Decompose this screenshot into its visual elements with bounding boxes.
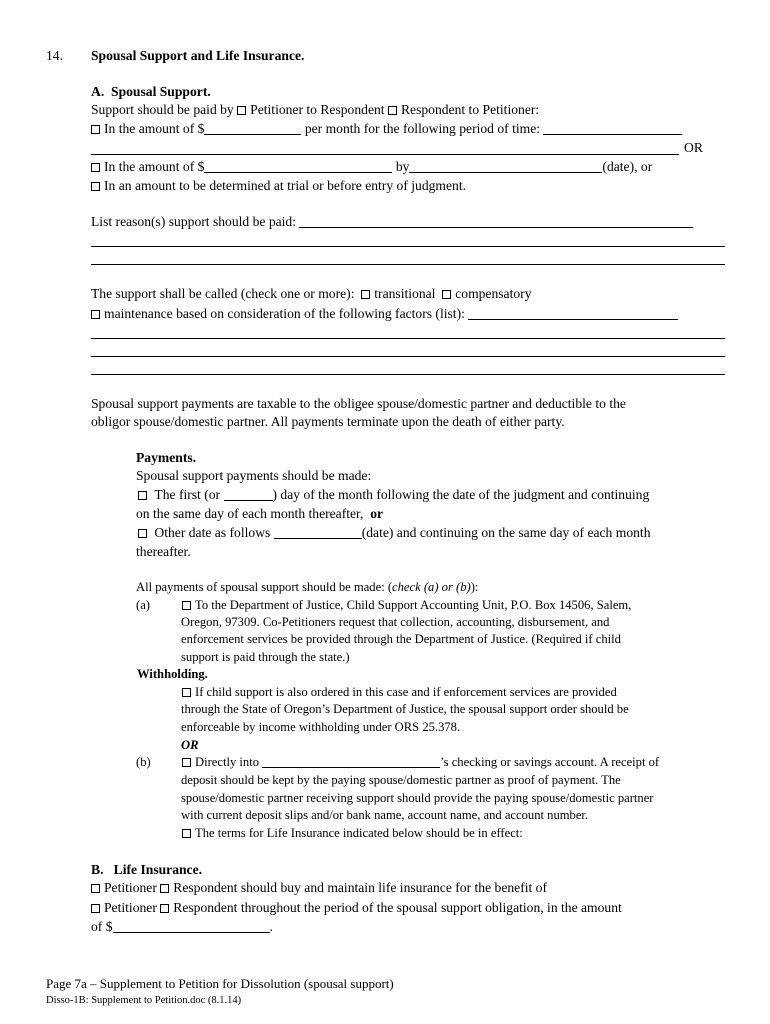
by-label: by bbox=[395, 159, 410, 174]
monthly-amount-field[interactable] bbox=[204, 122, 301, 135]
life-period-petitioner-checkbox[interactable] bbox=[91, 904, 100, 913]
option-b-text2: deposit should be kept by the paying spouse/domestic partner as proof of payment. The bbox=[181, 773, 621, 787]
withholding-text2: through the State of Oregon’s Department of Justice, the spousal support order should be bbox=[181, 702, 629, 716]
life-amount-field[interactable] bbox=[113, 920, 270, 933]
life-buy-petitioner-label: Petitioner bbox=[104, 880, 157, 895]
determined-label: In an amount to be determined at trial or before entry of judgment. bbox=[104, 178, 466, 193]
life-amount-line bbox=[91, 919, 273, 935]
date-or-label: (date), or bbox=[602, 159, 653, 174]
option-b-text1-suffix: ’s checking or savings account. A receipt of bbox=[440, 755, 660, 769]
life-buy-respondent-checkbox[interactable] bbox=[160, 884, 169, 893]
amount-by-date-checkbox[interactable] bbox=[91, 163, 100, 172]
amount-label: In the amount of $ bbox=[104, 121, 205, 136]
support-period-field-line2[interactable] bbox=[91, 154, 679, 155]
footer-doc-line: Disso-1B: Supplement to Petition.doc (8.1.14) bbox=[46, 995, 242, 1006]
factors-field[interactable] bbox=[468, 307, 678, 320]
life-period-petitioner-label: Petitioner bbox=[104, 900, 157, 915]
first-day-label: The first (or bbox=[154, 487, 221, 502]
or-bold: or bbox=[370, 506, 384, 521]
reasons-label: List reason(s) support should be paid: bbox=[91, 214, 297, 229]
factors-field-line3[interactable] bbox=[91, 356, 725, 357]
support-period-field[interactable] bbox=[543, 122, 682, 135]
payments-heading: Payments. bbox=[136, 450, 197, 465]
other-date-suffix: (date) and continuing on the same day of each month bbox=[361, 525, 651, 540]
taxable-text-2: obligor spouse/domestic partner. All payments terminate upon the death of either party. bbox=[91, 414, 565, 429]
transitional-checkbox[interactable] bbox=[361, 290, 370, 299]
paid-by-line bbox=[91, 102, 539, 118]
life-terms-text: The terms for Life Insurance indicated below should be in effect: bbox=[195, 826, 523, 840]
withholding-text3: enforceable by income withholding under ORS 25.378. bbox=[181, 720, 461, 734]
maintenance-line bbox=[91, 306, 678, 322]
option-a-line1 bbox=[182, 597, 631, 613]
other-date-label: Other date as follows bbox=[154, 525, 271, 540]
life-period-respondent-checkbox[interactable] bbox=[160, 904, 169, 913]
option-a-text3: enforcement services be provided through the Department of Justice. (Required if child bbox=[181, 632, 621, 646]
life-period-line bbox=[91, 900, 622, 916]
option-a-text1: To the Department of Justice, Child Support Accounting Unit, P.O. Box 14506, Salem, bbox=[195, 598, 632, 612]
first-day-field[interactable] bbox=[224, 488, 273, 501]
spousal-support-heading: A. Spousal Support. bbox=[91, 84, 211, 99]
all-payments-close: ): bbox=[470, 580, 479, 594]
determined-checkbox[interactable] bbox=[91, 182, 100, 191]
section-title: Spousal Support and Life Insurance. bbox=[91, 48, 305, 63]
all-payments-line bbox=[136, 579, 478, 595]
maintenance-checkbox[interactable] bbox=[91, 310, 100, 319]
section-number: 14. bbox=[46, 48, 63, 63]
withholding-line1 bbox=[182, 684, 617, 700]
paid-by-label: Support should be paid by bbox=[91, 102, 234, 117]
per-month-label: per month for the following period of time: bbox=[304, 121, 541, 136]
all-payments-label: All payments of spousal support should be made: ( bbox=[136, 580, 393, 594]
life-buy-petitioner-checkbox[interactable] bbox=[91, 884, 100, 893]
option-b-text1: Directly into bbox=[195, 755, 260, 769]
life-amount-period: . bbox=[269, 919, 273, 934]
withholding-text1: If child support is also ordered in this case and if enforcement services are provided bbox=[195, 685, 617, 699]
amount-per-month-line bbox=[91, 121, 682, 137]
lump-date-field[interactable] bbox=[409, 160, 602, 173]
transitional-label: transitional bbox=[374, 286, 436, 301]
petitioner-to-respondent-label: Petitioner to Respondent bbox=[250, 102, 385, 117]
check-a-or-b: check (a) or (b) bbox=[392, 580, 471, 594]
factors-field-line4[interactable] bbox=[91, 374, 725, 375]
thereafter-text: thereafter. bbox=[136, 544, 191, 559]
life-buy-respondent-label: Respondent should buy and maintain life insurance for the benefit of bbox=[173, 880, 547, 895]
maintenance-label: maintenance based on consideration of the following factors (list): bbox=[104, 306, 465, 321]
first-day-checkbox[interactable] bbox=[138, 491, 147, 500]
petitioner-to-respondent-checkbox[interactable] bbox=[237, 106, 246, 115]
reasons-field-line3[interactable] bbox=[91, 264, 725, 265]
same-day-line bbox=[136, 506, 383, 522]
compensatory-label: compensatory bbox=[455, 286, 532, 301]
option-b-text4: with current deposit slips and/or bank name, account name, and account number. bbox=[181, 808, 589, 822]
payments-intro: Spousal support payments should be made: bbox=[136, 468, 372, 483]
option-b-line1 bbox=[182, 754, 659, 770]
option-a-checkbox[interactable] bbox=[182, 601, 191, 610]
option-b-text3: spouse/domestic partner receiving support should provide the paying spouse/domestic partner bbox=[181, 791, 654, 805]
withholding-checkbox[interactable] bbox=[182, 688, 191, 697]
other-date-checkbox[interactable] bbox=[138, 529, 147, 538]
support-called-line bbox=[91, 286, 532, 302]
life-terms-line bbox=[182, 825, 523, 841]
reasons-field-line2[interactable] bbox=[91, 246, 725, 247]
option-a-label: (a) bbox=[136, 598, 150, 612]
other-date-field[interactable] bbox=[274, 526, 362, 539]
life-terms-checkbox[interactable] bbox=[182, 829, 191, 838]
or-italic: OR bbox=[181, 738, 199, 752]
respondent-to-petitioner-label: Respondent to Petitioner: bbox=[400, 102, 540, 117]
reasons-line bbox=[91, 214, 693, 230]
withholding-heading: Withholding. bbox=[137, 667, 208, 681]
life-buy-line bbox=[91, 880, 547, 896]
factors-field-line2[interactable] bbox=[91, 338, 725, 339]
same-day-text: on the same day of each month thereafter, bbox=[136, 506, 364, 521]
reasons-field[interactable] bbox=[299, 215, 693, 228]
first-day-line bbox=[136, 487, 649, 503]
amount-label-2: In the amount of $ bbox=[104, 159, 205, 174]
compensatory-checkbox[interactable] bbox=[442, 290, 451, 299]
amount-by-date-line bbox=[91, 159, 652, 175]
respondent-to-petitioner-checkbox[interactable] bbox=[388, 106, 397, 115]
first-day-suffix: ) day of the month following the date of the judgment and continuing bbox=[272, 487, 650, 502]
option-b-label: (b) bbox=[136, 755, 151, 769]
footer-page-line: Page 7a – Supplement to Petition for Dissolution (spousal support) bbox=[46, 976, 394, 991]
option-b-checkbox[interactable] bbox=[182, 758, 191, 767]
support-called-label: The support shall be called (check one or more): bbox=[91, 286, 355, 301]
or-label: OR bbox=[684, 140, 703, 155]
life-insurance-heading: B. Life Insurance. bbox=[91, 862, 203, 877]
determined-line bbox=[91, 178, 466, 194]
life-period-respondent-label: Respondent throughout the period of the spousal support obligation, in the amount bbox=[173, 900, 622, 915]
lump-amount-field[interactable] bbox=[204, 160, 392, 173]
amount-per-month-checkbox[interactable] bbox=[91, 125, 100, 134]
account-holder-field[interactable] bbox=[262, 755, 440, 768]
other-date-line bbox=[136, 525, 651, 541]
life-amount-label: of $ bbox=[91, 919, 113, 934]
option-a-text4: support is paid through the state.) bbox=[181, 650, 350, 664]
taxable-text-1: Spousal support payments are taxable to the obligee spouse/domestic partner and deductible to the bbox=[91, 396, 626, 411]
option-a-text2: Oregon, 97309. Co-Petitioners request that collection, accounting, disbursement, and bbox=[181, 615, 610, 629]
